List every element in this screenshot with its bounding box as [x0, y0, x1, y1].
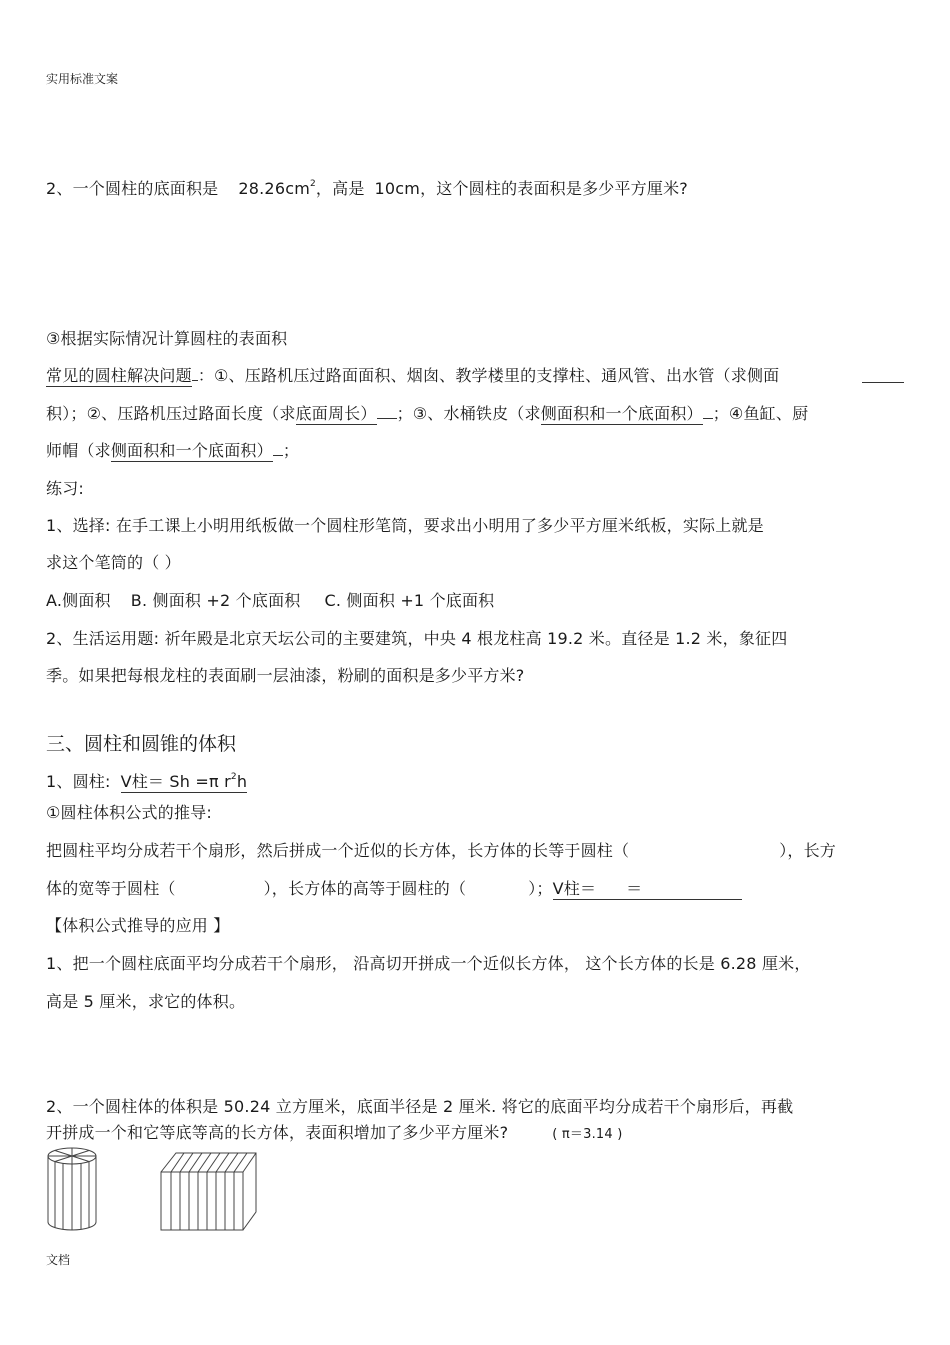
practice-q2-line-2: 季。如果把每根龙柱的表面刷一层油漆，粉刷的面积是多少平方米?: [46, 666, 525, 685]
d2-a: 体的宽等于圆柱（: [46, 879, 176, 898]
d2-formula: V柱＝: [552, 879, 597, 898]
a2-line2-text: 开拼成一个和它等底等高的长方体，表面积增加了多少平方厘米?: [46, 1123, 509, 1142]
cylinder-formula-label: 1、圆柱:: [46, 772, 111, 791]
cylinder-formula-line: [46, 769, 247, 792]
derivation-line-1: [46, 838, 836, 861]
application-q1-line-2: 高是 5 厘米，求它的体积。: [46, 992, 246, 1011]
application-q1-line-1: 1、把一个圆柱底面平均分成若干个扇形， 沿高切开拼成一个近似长方体， 这个长方体的长是 6.28 厘米，: [46, 954, 811, 973]
formula-main: V柱＝ Sh =π r: [120, 772, 231, 791]
page-footer: 文档: [46, 1253, 71, 1267]
l2-d: 侧面积和一个底面积）: [540, 404, 703, 423]
d1-b: ），长方: [779, 841, 837, 860]
cylinder-formula: [121, 772, 248, 793]
underline-blank: [862, 382, 904, 383]
q2-area: 28.26cm: [238, 179, 310, 198]
q2-prefix: 2、一个圆柱的底面积是: [46, 179, 219, 198]
practice-label: 练习:: [46, 479, 84, 498]
l2-a: 积）；②、压路机压过路面长度（求: [46, 404, 296, 423]
application-title: 【体积公式推导的应用 】: [46, 916, 230, 935]
l3-b: 侧面积和一个底面积）: [110, 441, 273, 460]
l2-b: 底面周长）: [295, 404, 377, 423]
question-2-surface-area: [46, 176, 688, 199]
d2-b: ），长方体的高等于圆柱的（: [263, 879, 467, 898]
practice-q2-line-1: 2、生活运用题: 祈年殿是北京天坛公司的主要建筑，中央 4 根龙柱高 19.2 米。直径是 1.2 米，象征四: [46, 629, 788, 648]
choice-a[interactable]: A.侧面积: [46, 591, 111, 610]
q2-area-exp: 2: [309, 178, 316, 189]
q2-rest: ，这个圆柱的表面积是多少平方厘米?: [420, 179, 688, 198]
choice-c[interactable]: C. 侧面积 +1 个底面积: [324, 591, 495, 610]
q2-height: 10cm: [374, 179, 421, 198]
d2-formula-blank: [553, 879, 743, 900]
common-problems-line-1: [46, 363, 779, 386]
formula-exp: 2: [230, 771, 237, 782]
cylinder-sectors-figure: [44, 1146, 100, 1234]
application-q2-line-2: [46, 1120, 622, 1143]
l2-e: ；④鱼缸、厨: [712, 404, 809, 423]
l3-a: 师帽（求: [46, 441, 111, 460]
l3-c: ；: [282, 441, 300, 460]
d2-c: ）；: [528, 879, 553, 898]
practice-choices: [46, 588, 494, 611]
derivation-line-2: [46, 876, 742, 899]
application-q2-line-1: 2、一个圆柱体的体积是 50.24 立方厘米，底面半径是 2 厘米. 将它的底面平均分成若干个扇形后，再截: [46, 1097, 794, 1116]
q2-mid: ，高是: [315, 179, 365, 198]
page-header: 实用标准文案: [46, 72, 119, 86]
section-title-volume: 三、圆柱和圆锥的体积: [46, 733, 237, 755]
formula-tail: h: [236, 772, 248, 791]
common-problems-label: 常见的圆柱解决问题: [46, 366, 192, 385]
section-title-practical: ③根据实际情况计算圆柱的表面积: [46, 329, 288, 348]
practice-q1-line-1: 1、选择: 在手工课上小明用纸板做一个圆柱形笔筒，要求出小明用了多少平方厘米纸板，实际上就是: [46, 516, 764, 535]
practice-q1-line-2: 求这个笔筒的（ ）: [46, 553, 181, 572]
common-problems-line-3: [46, 438, 299, 461]
choice-b[interactable]: B. 侧面积 +2 个底面积: [130, 591, 301, 610]
pi-note: ( π＝3.14 ): [552, 1127, 623, 1142]
l2-c: ；③、水桶铁皮（求: [396, 404, 541, 423]
d2-eq: ＝: [626, 879, 643, 898]
d1-a: 把圆柱平均分成若干个扇形，然后拼成一个近似的长方体，长方体的长等于圆柱（: [46, 841, 630, 860]
common-problems-rest: ：①、压路机压过路面面积、烟囱、教学楼里的支撑柱、通风管、出水管（求侧面: [197, 366, 780, 385]
common-problems-line-2: [46, 401, 808, 424]
derivation-title: ①圆柱体积公式的推导:: [46, 803, 212, 822]
cuboid-strips-figure: [158, 1150, 258, 1234]
